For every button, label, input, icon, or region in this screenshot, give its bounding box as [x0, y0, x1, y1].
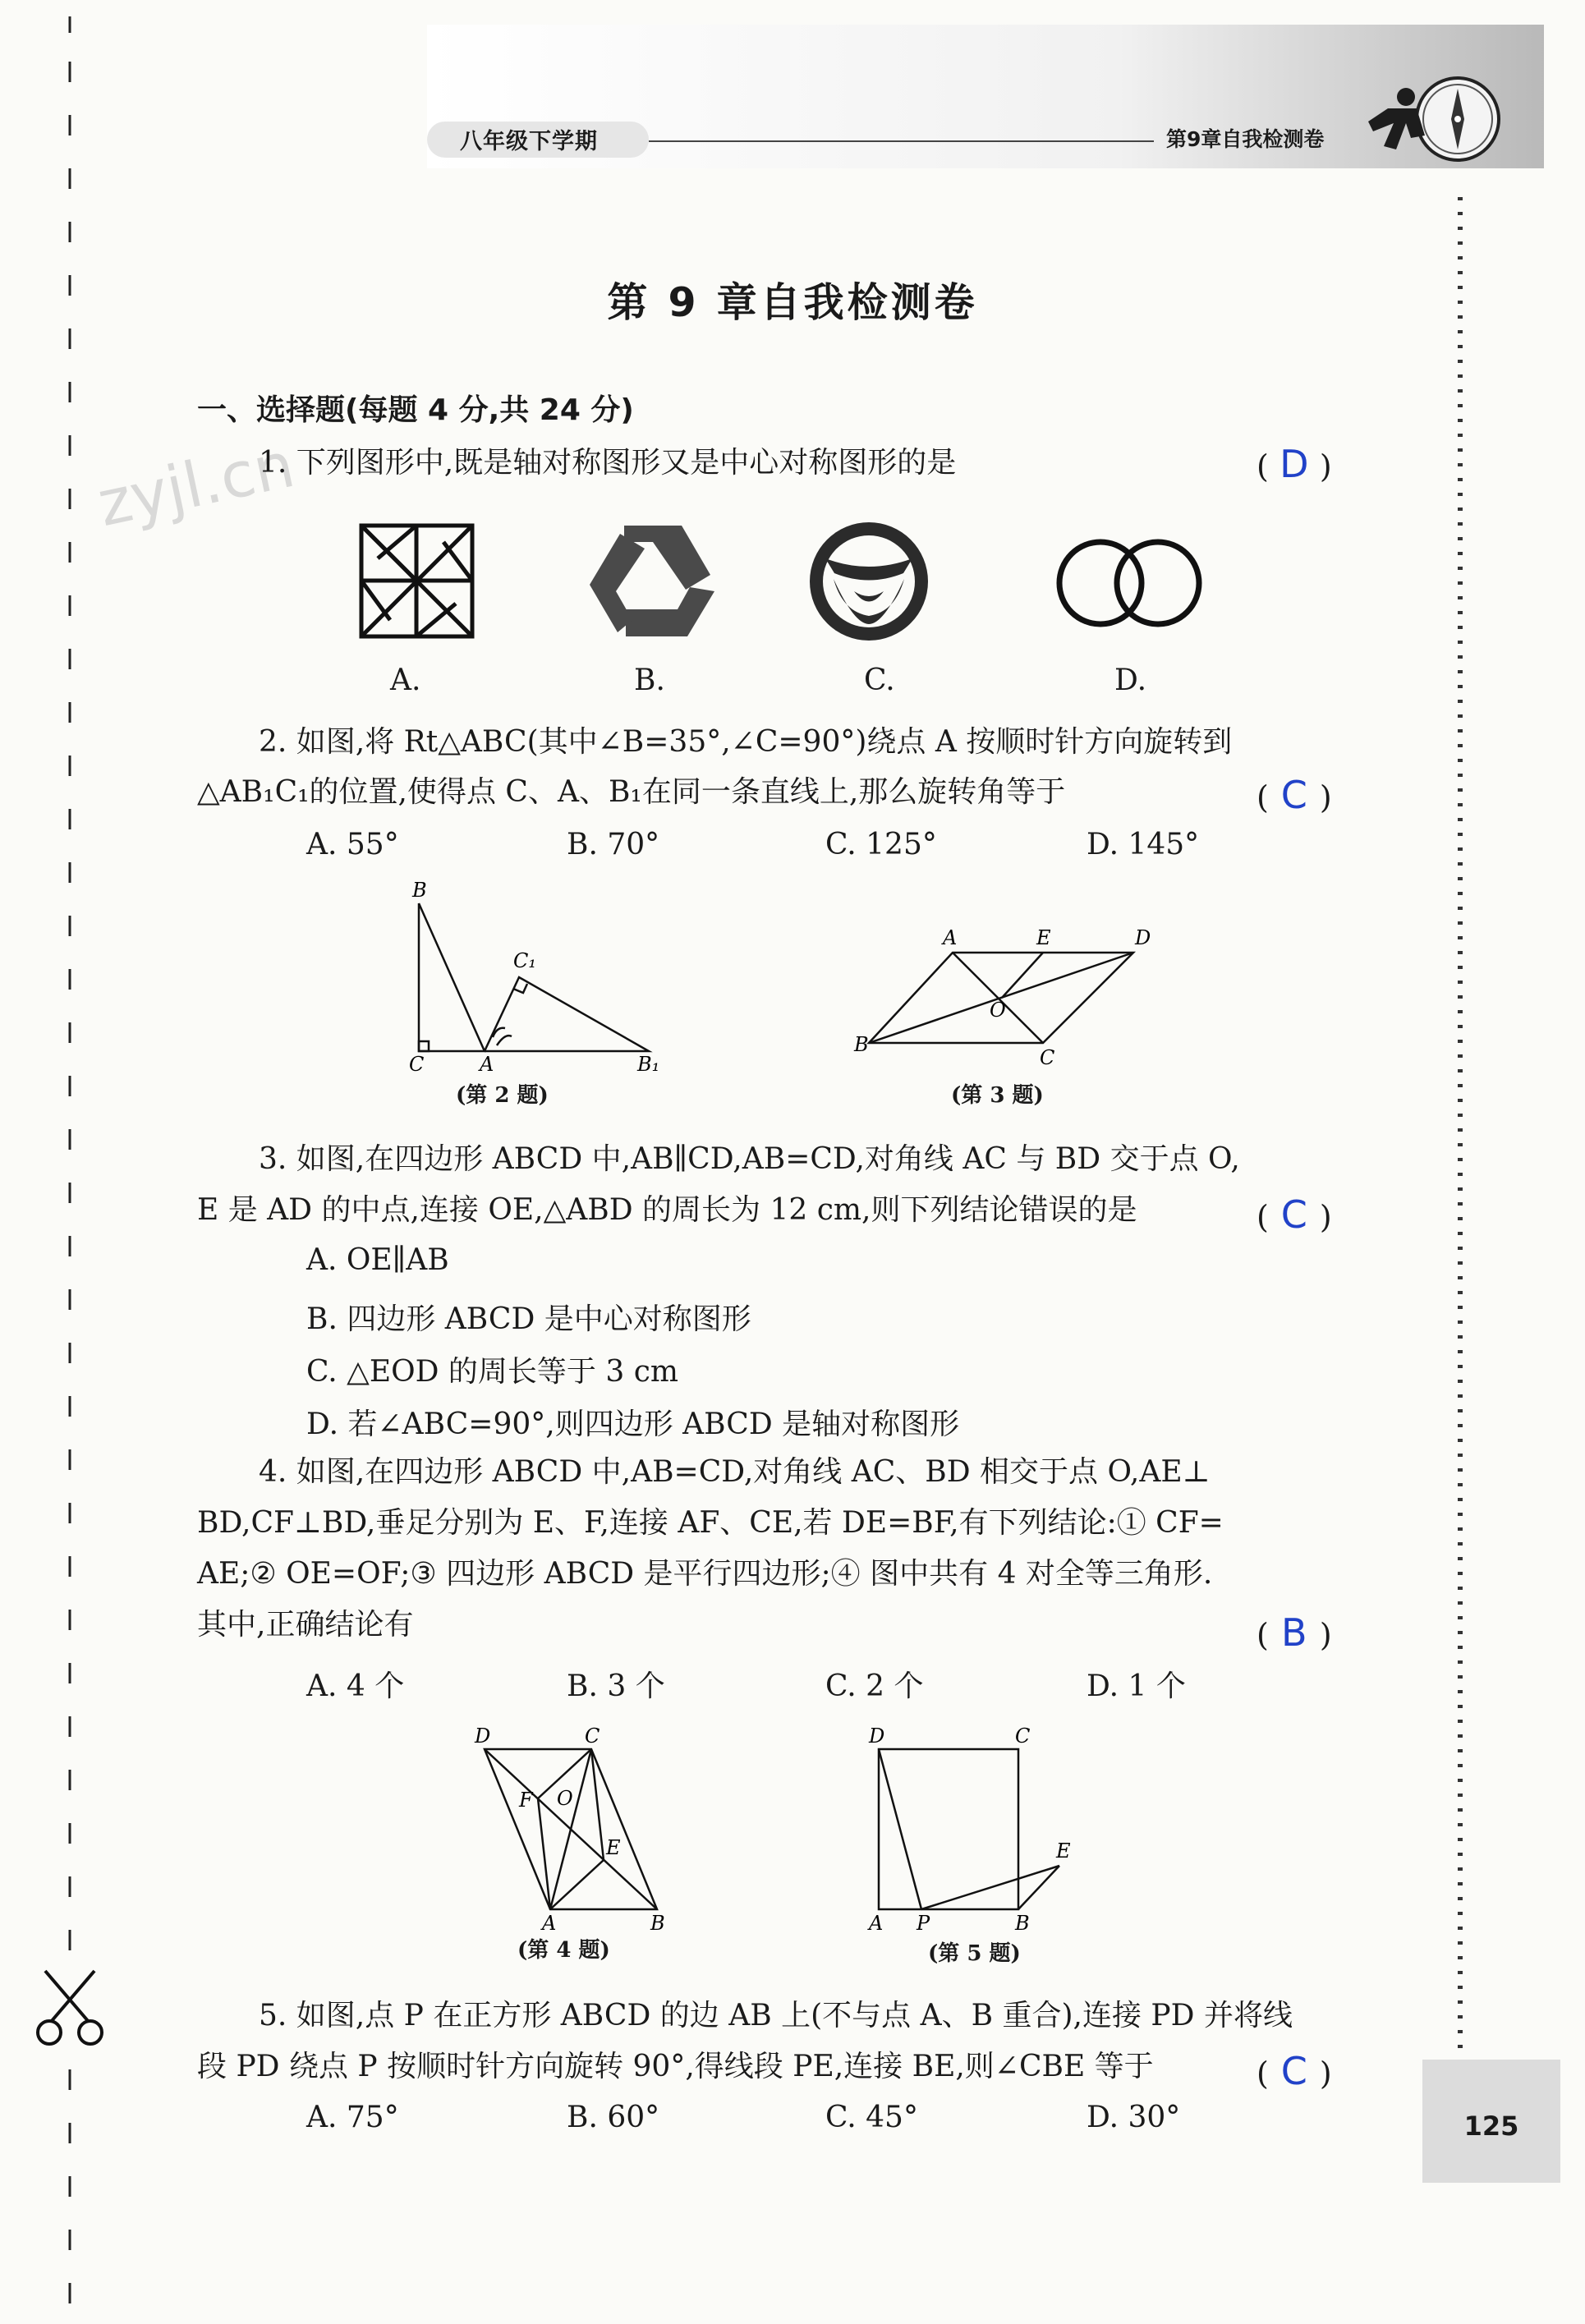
header-band	[0, 0, 1585, 172]
q5-figure	[854, 1725, 1100, 1930]
q1-answer-box: ( D )	[1257, 442, 1332, 486]
q4-option-b: B. 3 个	[567, 1670, 665, 1703]
q3-answer-box: ( C )	[1257, 1192, 1332, 1237]
q3-answer: C	[1280, 1192, 1307, 1237]
q4-answer: B	[1281, 1610, 1307, 1655]
q5-label-d: D	[869, 1725, 885, 1748]
q5-answer: C	[1280, 2049, 1307, 2093]
q5-label-c: C	[1015, 1725, 1031, 1748]
q3-label-e: E	[1036, 926, 1051, 949]
q4-label-b: B	[650, 1912, 665, 1930]
right-dotted-border	[1454, 197, 1467, 2053]
q4-line3: AE;② OE=OF;③ 四边形 ABCD 是平行四边形;④ 图中共有 4 对全等三角形.	[197, 1557, 1213, 1591]
q4-figure	[460, 1725, 706, 1930]
header-grade: 八年级下学期	[460, 129, 598, 154]
q5-line2: 段 PD 绕点 P 按顺时针方向旋转 90°,得线段 PE,连接 BE,则∠CBE 等于	[197, 2050, 1154, 2083]
q3-line1: 3. 如图,在四边形 ABCD 中,AB∥CD,AB=CD,对角线 AC 与 BD 交于点 O,	[259, 1142, 1240, 1176]
q4-option-a: A. 4 个	[306, 1670, 405, 1703]
q4-line1: 4. 如图,在四边形 ABCD 中,AB=CD,对角线 AC、BD 相交于点 O,AE⊥	[259, 1455, 1211, 1489]
q3-option-c: C. △EOD 的周长等于 3 cm	[306, 1355, 679, 1389]
q1-label-a: A.	[390, 664, 421, 697]
q4-label-o: O	[557, 1787, 573, 1810]
q2-option-d: D. 145°	[1087, 828, 1200, 861]
q3-label-c: C	[1040, 1046, 1055, 1069]
q2-label-c1: C₁	[513, 949, 536, 972]
q2-label-b1: B₁	[637, 1053, 660, 1072]
recycle-figure	[590, 526, 714, 636]
scissors-icon	[38, 1971, 102, 2044]
q4-line2: BD,CF⊥BD,垂足分别为 E、F,连接 AF、CE,若 DE=BF,有下列结论:① CF=	[197, 1506, 1224, 1540]
q5-label-e: E	[1056, 1839, 1071, 1862]
q2-line2: △AB₁C₁的位置,使得点 C、A、B₁在同一条直线上,那么旋转角等于	[197, 775, 1066, 809]
q5-option-d: D. 30°	[1087, 2101, 1181, 2134]
q3-label-a: A	[943, 926, 958, 949]
q2-caption: (第 2 题)	[456, 1083, 549, 1108]
q2-label-a: A	[480, 1053, 494, 1072]
header-divider	[649, 140, 1154, 142]
q1-text: 1. 下列图形中,既是轴对称图形又是中心对称图形的是	[259, 446, 957, 480]
q2-figure	[394, 870, 673, 1072]
q5-caption: (第 5 题)	[928, 1941, 1021, 1966]
q5-label-b: B	[1015, 1912, 1030, 1930]
q5-answer-box: ( C )	[1257, 2049, 1332, 2093]
q2-line1: 2. 如图,将 Rt△ABC(其中∠B=35°,∠C=90°)绕点 A 按顺时针方向旋转到	[259, 725, 1233, 759]
q3-caption: (第 3 题)	[951, 1083, 1044, 1108]
q5-option-a: A. 75°	[306, 2101, 399, 2134]
q5-label-a: A	[869, 1912, 884, 1930]
page-number-text: 125	[1463, 2110, 1519, 2142]
q5-line1: 5. 如图,点 P 在正方形 ABCD 的边 AB 上(不与点 A、B 重合),连接 PD 并将线	[259, 1999, 1293, 2032]
q3-option-b: B. 四边形 ABCD 是中心对称图形	[306, 1302, 751, 1336]
q4-option-d: D. 1 个	[1087, 1670, 1186, 1703]
page-number	[1422, 2060, 1560, 2183]
q5-option-c: C. 45°	[825, 2101, 918, 2134]
q3-label-b: B	[854, 1033, 869, 1056]
double-ring-figure	[1059, 542, 1199, 624]
circle-emblem-figure	[810, 522, 928, 641]
q2-option-b: B. 70°	[567, 828, 660, 861]
q4-label-c: C	[585, 1725, 600, 1748]
q1-label-c: C.	[864, 664, 895, 697]
q2-label-c: C	[409, 1053, 425, 1072]
page-title: 第 9 章自我检测卷	[607, 279, 978, 326]
section-heading: 一、选择题(每题 4 分,共 24 分)	[197, 393, 634, 427]
q4-label-f: F	[519, 1789, 533, 1812]
q3-line2: E 是 AD 的中点,连接 OE,△ABD 的周长为 12 cm,则下列结论错误的是	[197, 1193, 1137, 1227]
q3-label-d: D	[1135, 926, 1151, 949]
q2-option-c: C. 125°	[825, 828, 937, 861]
q4-label-a: A	[542, 1912, 557, 1930]
q3-label-o: O	[990, 999, 1006, 1022]
q3-option-a: A. OE∥AB	[306, 1243, 449, 1277]
header-chapter: 第9章自我检测卷	[1166, 127, 1325, 151]
q2-option-a: A. 55°	[306, 828, 399, 861]
q4-label-e: E	[606, 1836, 621, 1859]
pinwheel-figure	[361, 526, 472, 636]
q4-answer-box: ( B )	[1257, 1610, 1332, 1655]
cut-line	[0, 0, 115, 2324]
q4-label-d: D	[475, 1725, 491, 1748]
watermark: zyjl.cn	[91, 427, 301, 541]
q1-figures	[328, 509, 1232, 649]
q1-answer: D	[1279, 442, 1309, 486]
q4-line4: 其中,正确结论有	[197, 1608, 414, 1642]
q3-option-d: D. 若∠ABC=90°,则四边形 ABCD 是轴对称图形	[306, 1408, 960, 1441]
q2-answer-box: ( C )	[1257, 773, 1332, 817]
q1-label-d: D.	[1114, 664, 1147, 697]
q2-answer: C	[1280, 773, 1307, 817]
q4-caption: (第 4 题)	[517, 1938, 610, 1963]
q3-figure	[846, 920, 1174, 1076]
q5-option-b: B. 60°	[567, 2101, 660, 2134]
q1-label-b: B.	[634, 664, 665, 697]
q2-label-b: B	[412, 879, 427, 902]
q5-label-p: P	[917, 1912, 930, 1930]
q4-option-c: C. 2 个	[825, 1670, 924, 1703]
compass-icon	[1417, 78, 1499, 160]
